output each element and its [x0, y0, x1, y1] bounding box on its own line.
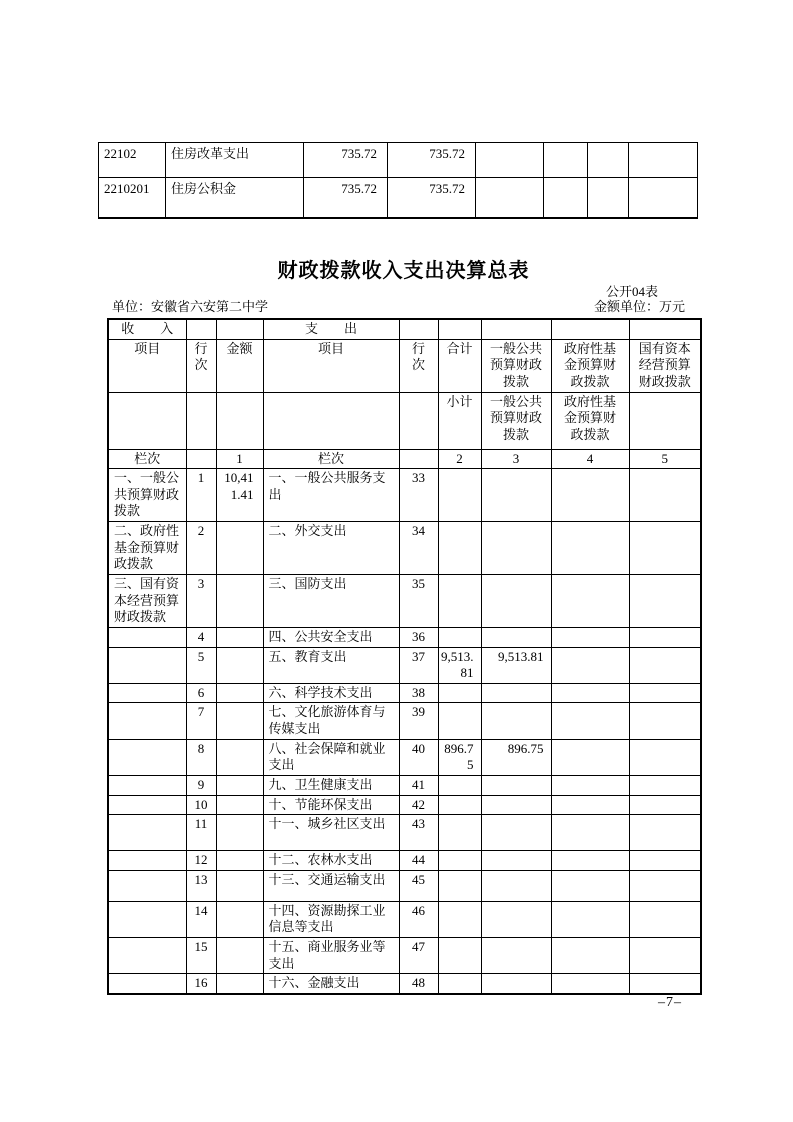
expense-item-cell: 七、文化旅游体育与传媒支出 — [263, 703, 399, 739]
income-item-cell — [108, 870, 186, 901]
table-row — [108, 870, 701, 901]
expense-rowno-cell: 46 — [399, 901, 438, 937]
expense-item-cell: 五、教育支出 — [263, 647, 399, 683]
table-row — [108, 775, 701, 795]
table-row — [108, 974, 701, 994]
gov-fund-cell — [551, 851, 629, 871]
total-cell — [438, 683, 481, 703]
expense-rowno-cell: 38 — [399, 683, 438, 703]
income-amount-cell — [216, 683, 263, 703]
income-item-cell — [108, 901, 186, 937]
header-total-cell: 2 — [438, 449, 481, 469]
expense-item-cell: 九、卫生健康支出 — [263, 775, 399, 795]
header-income-item-cell: 项目 — [108, 339, 186, 392]
total-cell — [438, 627, 481, 647]
income-rowno-cell: 2 — [186, 522, 216, 575]
income-item-cell — [108, 627, 186, 647]
general-budget-cell — [481, 522, 551, 575]
general-budget-cell — [481, 974, 551, 994]
header-income-item-cell: 栏次 — [108, 449, 186, 469]
table-row — [108, 938, 701, 974]
gov-fund-cell — [551, 938, 629, 974]
state-capital-cell — [629, 683, 701, 703]
header-income-rowno-cell — [186, 319, 216, 339]
income-amount-cell — [216, 574, 263, 627]
state-capital-cell — [629, 815, 701, 851]
income-rowno-cell: 5 — [186, 647, 216, 683]
gov-fund-cell — [551, 627, 629, 647]
state-capital-cell — [629, 870, 701, 901]
item-name-cell: 住房公积金 — [166, 178, 304, 218]
income-amount-cell — [216, 775, 263, 795]
general-budget-cell — [481, 795, 551, 815]
income-amount-cell — [216, 795, 263, 815]
general-budget-cell — [481, 703, 551, 739]
gov-fund-cell — [551, 739, 629, 775]
income-amount-cell — [216, 974, 263, 994]
general-budget-cell — [481, 683, 551, 703]
expense-item-cell: 十五、商业服务业等支出 — [263, 938, 399, 974]
state-capital-cell — [629, 938, 701, 974]
header-state-capital-cell: 国有资本经营预算财政拨款 — [629, 339, 701, 392]
table-row — [108, 683, 701, 703]
header-gov-fund-cell: 政府性基金预算财政拨款 — [551, 392, 629, 449]
empty-cell — [588, 143, 629, 178]
total-cell — [438, 795, 481, 815]
empty-cell — [629, 143, 698, 178]
gov-fund-cell — [551, 469, 629, 522]
income-rowno-cell: 6 — [186, 683, 216, 703]
fiscal-appropriation-summary-table — [107, 318, 702, 995]
total-cell: 896.75 — [438, 739, 481, 775]
state-capital-cell — [629, 627, 701, 647]
header-row — [108, 319, 701, 339]
table-row — [108, 901, 701, 937]
total-cell — [438, 974, 481, 994]
income-rowno-cell: 14 — [186, 901, 216, 937]
state-capital-cell — [629, 574, 701, 627]
header-income-rowno-cell: 行次 — [186, 339, 216, 392]
income-amount-cell — [216, 870, 263, 901]
empty-cell — [544, 178, 588, 218]
income-amount-cell — [216, 901, 263, 937]
header-income-item-cell: 收 入 — [108, 319, 186, 339]
empty-cell — [588, 178, 629, 218]
table-code-label: 公开04表 — [605, 284, 658, 299]
table-row — [99, 143, 698, 178]
income-item-cell — [108, 815, 186, 851]
expense-item-cell: 二、外交支出 — [263, 522, 399, 575]
expense-rowno-cell: 36 — [399, 627, 438, 647]
expense-item-cell: 一、一般公共服务支出 — [263, 469, 399, 522]
header-income-amount-cell — [216, 392, 263, 449]
total-cell — [438, 775, 481, 795]
expense-rowno-cell: 35 — [399, 574, 438, 627]
header-expense-item-cell: 项目 — [263, 339, 399, 392]
income-item-cell: 三、国有资本经营预算财政拨款 — [108, 574, 186, 627]
general-budget-cell — [481, 938, 551, 974]
table-row — [108, 522, 701, 575]
page-title: 财政拨款收入支出决算总表 — [277, 260, 530, 282]
state-capital-cell — [629, 795, 701, 815]
header-expense-rowno-cell — [399, 449, 438, 469]
income-item-cell — [108, 739, 186, 775]
expense-rowno-cell: 40 — [399, 739, 438, 775]
income-rowno-cell: 9 — [186, 775, 216, 795]
empty-cell — [629, 178, 698, 218]
income-item-cell — [108, 647, 186, 683]
header-expense-item-cell: 支 出 — [263, 319, 399, 339]
general-budget-cell — [481, 775, 551, 795]
general-budget-cell — [481, 870, 551, 901]
income-item-cell — [108, 775, 186, 795]
header-row — [108, 392, 701, 449]
total-cell — [438, 574, 481, 627]
total-cell: 9,513.81 — [438, 647, 481, 683]
table-row — [108, 647, 701, 683]
header-total-cell — [438, 319, 481, 339]
total-cell — [438, 703, 481, 739]
income-item-cell — [108, 683, 186, 703]
amount-cell: 735.72 — [388, 143, 476, 178]
expense-item-cell: 十一、城乡社区支出 — [263, 815, 399, 851]
header-income-rowno-cell — [186, 449, 216, 469]
expense-rowno-cell: 48 — [399, 974, 438, 994]
income-item-cell: 一、一般公共预算财政拨款 — [108, 469, 186, 522]
income-amount-cell: 10,411.41 — [216, 469, 263, 522]
amount-cell: 735.72 — [304, 143, 388, 178]
expense-rowno-cell: 39 — [399, 703, 438, 739]
expense-item-cell: 十六、金融支出 — [263, 974, 399, 994]
income-amount-cell — [216, 522, 263, 575]
gov-fund-cell — [551, 815, 629, 851]
expense-rowno-cell: 44 — [399, 851, 438, 871]
state-capital-cell — [629, 703, 701, 739]
income-amount-cell — [216, 647, 263, 683]
expense-rowno-cell: 47 — [399, 938, 438, 974]
income-amount-cell — [216, 739, 263, 775]
table-row — [108, 703, 701, 739]
header-total-cell: 合计 — [438, 339, 481, 392]
item-name-cell: 住房改革支出 — [166, 143, 304, 178]
income-amount-cell — [216, 815, 263, 851]
income-rowno-cell: 3 — [186, 574, 216, 627]
header-gov-fund-cell — [551, 319, 629, 339]
total-cell — [438, 522, 481, 575]
gov-fund-cell — [551, 974, 629, 994]
general-budget-cell — [481, 627, 551, 647]
header-gov-fund-cell: 政府性基金预算财政拨款 — [551, 339, 629, 392]
gov-fund-cell — [551, 522, 629, 575]
income-item-cell — [108, 703, 186, 739]
state-capital-cell — [629, 522, 701, 575]
income-item-cell: 二、政府性基金预算财政拨款 — [108, 522, 186, 575]
income-item-cell — [108, 974, 186, 994]
header-expense-item-cell — [263, 392, 399, 449]
income-rowno-cell: 16 — [186, 974, 216, 994]
total-cell — [438, 815, 481, 851]
expense-item-cell: 三、国防支出 — [263, 574, 399, 627]
header-total-cell: 小计 — [438, 392, 481, 449]
header-general-budget-cell: 一般公共预算财政拨款 — [481, 339, 551, 392]
header-state-capital-cell: 5 — [629, 449, 701, 469]
table-row — [108, 469, 701, 522]
total-cell — [438, 901, 481, 937]
income-rowno-cell: 7 — [186, 703, 216, 739]
header-state-capital-cell — [629, 392, 701, 449]
expense-item-cell: 十、节能环保支出 — [263, 795, 399, 815]
expense-item-cell: 四、公共安全支出 — [263, 627, 399, 647]
header-row — [108, 449, 701, 469]
header-expense-item-cell: 栏次 — [263, 449, 399, 469]
expense-item-cell: 六、科学技术支出 — [263, 683, 399, 703]
income-item-cell — [108, 938, 186, 974]
income-item-cell — [108, 795, 186, 815]
header-state-capital-cell — [629, 319, 701, 339]
income-amount-cell — [216, 703, 263, 739]
state-capital-cell — [629, 739, 701, 775]
gov-fund-cell — [551, 574, 629, 627]
expense-item-cell: 十四、资源勘探工业信息等支出 — [263, 901, 399, 937]
empty-cell — [476, 178, 544, 218]
header-general-budget-cell — [481, 319, 551, 339]
income-rowno-cell: 10 — [186, 795, 216, 815]
general-budget-cell — [481, 574, 551, 627]
expense-item-cell: 十二、农林水支出 — [263, 851, 399, 871]
housing-expense-continuation-table — [98, 142, 698, 219]
table-row — [108, 739, 701, 775]
state-capital-cell — [629, 775, 701, 795]
general-budget-cell — [481, 851, 551, 871]
state-capital-cell — [629, 901, 701, 937]
page-number: –7– — [658, 995, 682, 1010]
gov-fund-cell — [551, 647, 629, 683]
expense-rowno-cell: 45 — [399, 870, 438, 901]
amount-cell: 735.72 — [388, 178, 476, 218]
gov-fund-cell — [551, 901, 629, 937]
header-income-amount-cell: 金额 — [216, 339, 263, 392]
header-general-budget-cell: 3 — [481, 449, 551, 469]
income-rowno-cell: 8 — [186, 739, 216, 775]
state-capital-cell — [629, 851, 701, 871]
header-general-budget-cell: 一般公共预算财政拨款 — [481, 392, 551, 449]
header-income-amount-cell — [216, 319, 263, 339]
state-capital-cell — [629, 647, 701, 683]
income-item-cell — [108, 851, 186, 871]
table-row — [108, 795, 701, 815]
expense-rowno-cell: 43 — [399, 815, 438, 851]
income-rowno-cell: 4 — [186, 627, 216, 647]
income-rowno-cell: 13 — [186, 870, 216, 901]
expense-rowno-cell: 37 — [399, 647, 438, 683]
expense-item-cell: 十三、交通运输支出 — [263, 870, 399, 901]
table-row — [108, 851, 701, 871]
unit-label: 单位：安徽省六安第二中学 — [112, 299, 269, 314]
income-amount-cell — [216, 627, 263, 647]
code-cell: 22102 — [99, 143, 166, 178]
income-amount-cell — [216, 851, 263, 871]
income-rowno-cell: 12 — [186, 851, 216, 871]
income-rowno-cell: 1 — [186, 469, 216, 522]
income-rowno-cell: 15 — [186, 938, 216, 974]
header-expense-rowno-cell: 行次 — [399, 339, 438, 392]
amount-unit-label: 金额单位：万元 — [593, 299, 685, 314]
table-row — [108, 574, 701, 627]
table-row — [108, 815, 701, 851]
income-rowno-cell: 11 — [186, 815, 216, 851]
header-income-item-cell — [108, 392, 186, 449]
state-capital-cell — [629, 469, 701, 522]
expense-rowno-cell: 33 — [399, 469, 438, 522]
general-budget-cell — [481, 901, 551, 937]
general-budget-cell — [481, 815, 551, 851]
gov-fund-cell — [551, 703, 629, 739]
empty-cell — [544, 143, 588, 178]
header-expense-rowno-cell — [399, 319, 438, 339]
header-income-amount-cell: 1 — [216, 449, 263, 469]
table-row — [108, 627, 701, 647]
header-row — [108, 339, 701, 392]
total-cell — [438, 469, 481, 522]
gov-fund-cell — [551, 775, 629, 795]
gov-fund-cell — [551, 683, 629, 703]
expense-rowno-cell: 42 — [399, 795, 438, 815]
empty-cell — [476, 143, 544, 178]
expense-item-cell: 八、社会保障和就业支出 — [263, 739, 399, 775]
state-capital-cell — [629, 974, 701, 994]
expense-rowno-cell: 34 — [399, 522, 438, 575]
header-income-rowno-cell — [186, 392, 216, 449]
general-budget-cell: 896.75 — [481, 739, 551, 775]
total-cell — [438, 870, 481, 901]
general-budget-cell — [481, 469, 551, 522]
table-row — [99, 178, 698, 218]
income-amount-cell — [216, 938, 263, 974]
general-budget-cell: 9,513.81 — [481, 647, 551, 683]
total-cell — [438, 938, 481, 974]
header-gov-fund-cell: 4 — [551, 449, 629, 469]
gov-fund-cell — [551, 795, 629, 815]
code-cell: 2210201 — [99, 178, 166, 218]
expense-rowno-cell: 41 — [399, 775, 438, 795]
gov-fund-cell — [551, 870, 629, 901]
header-expense-rowno-cell — [399, 392, 438, 449]
total-cell — [438, 851, 481, 871]
amount-cell: 735.72 — [304, 178, 388, 218]
